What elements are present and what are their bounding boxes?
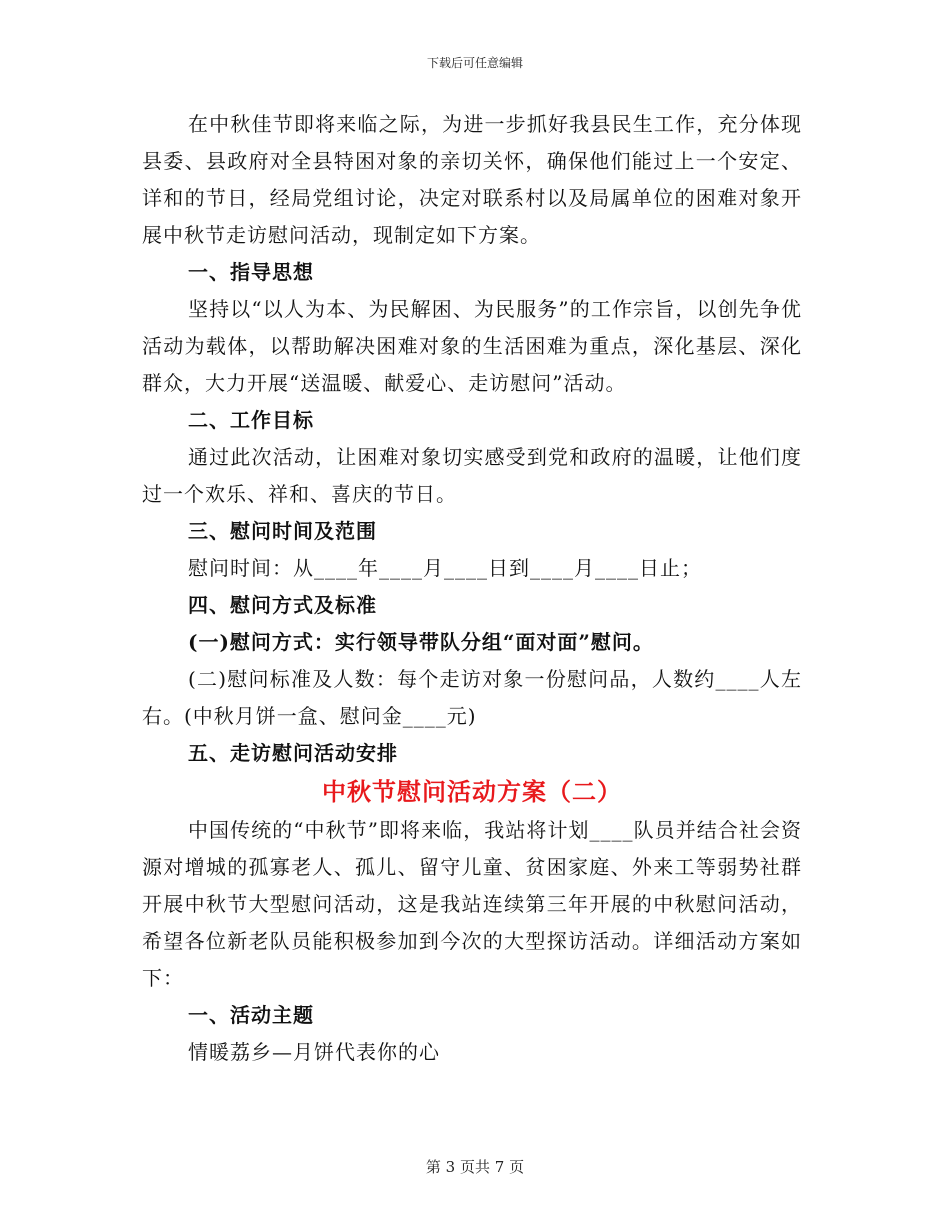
section-body-time-scope: 慰问时间：从____年____月____日到____月____日止； <box>188 556 702 580</box>
document-body <box>142 106 802 1071</box>
section-heading-method-standard: 四、慰问方式及标准 <box>188 593 377 617</box>
method-item-1: (一)慰问方式：实行领导带队分组“面对面”慰问。 <box>188 630 654 654</box>
intro-paragraph-2: 中国传统的“中秋节”即将来临，我站将计划____队员并结合社会资源对增城的孤寡老人、孤儿、留守儿童、贫困家庭、外来工等弱势社群开展中秋节大型慰问活动，这是我站连续第三年开展的中秋慰问活动，希望各位新老队员能积极参加到今次的大型探访活动。详细活动方案如下： <box>142 818 802 990</box>
document-title-2: 中秋节慰问活动方案（二） <box>322 777 622 806</box>
intro-paragraph: 在中秋佳节即将来临之际，为进一步抓好我县民生工作，充分体现县委、县政府对全县特困对象的亲切关怀，确保他们能过上一个安定、详和的节日，经局党组讨论，决定对联系村以及局属单位的困难对象开展中秋节走访慰问活动，现制定如下方案。 <box>142 112 802 247</box>
section-body-theme: 情暖荔乡—月饼代表你的心 <box>188 1040 440 1064</box>
section-heading-arrangement: 五、走访慰问活动安排 <box>188 741 398 765</box>
section-heading-theme: 一、活动主题 <box>188 1003 314 1027</box>
section-body-guiding-thought: 坚持以“以人为本、为民解困、为民服务”的工作宗旨，以创先争优活动为载体，以帮助解决困难对象的生活困难为重点，深化基层、深化群众，大力开展“送温暖、献爱心、走访慰问”活动。 <box>142 297 802 395</box>
method-item-2: (二)慰问标准及人数：每个走访对象一份慰问品，人数约____人左右。(中秋月饼一盒、慰问金____元) <box>142 667 802 728</box>
section-heading-guiding-thought: 一、指导思想 <box>188 260 314 284</box>
section-heading-work-goal: 二、工作目标 <box>188 408 314 432</box>
section-heading-time-scope: 三、慰问时间及范围 <box>188 519 377 543</box>
page-number: 第 3 页共 7 页 <box>425 1158 525 1176</box>
page-header-note: 下载后可任意编辑 <box>426 56 523 70</box>
section-body-work-goal: 通过此次活动，让困难对象切实感受到党和政府的温暖，让他们度过一个欢乐、祥和、喜庆的节日。 <box>142 445 802 506</box>
